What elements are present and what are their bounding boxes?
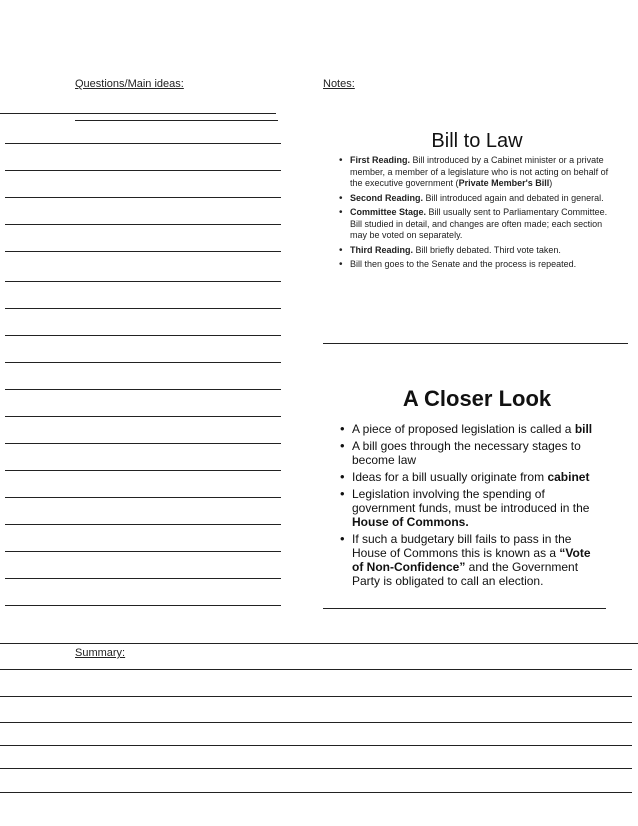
answer-line[interactable] xyxy=(0,113,276,114)
summary-header: Summary: xyxy=(75,647,126,659)
bullet-text: If such a budgetary bill fails to pass in the House of Commons this is known as a xyxy=(352,532,572,560)
answer-line[interactable] xyxy=(5,197,281,198)
summary-divider xyxy=(0,643,638,644)
answer-line[interactable] xyxy=(5,389,281,390)
slide-title: A Closer Look xyxy=(402,386,552,411)
answer-line[interactable] xyxy=(5,416,281,417)
bullet-item xyxy=(336,245,612,257)
slide-title: Bill to Law xyxy=(431,130,523,152)
answer-line[interactable] xyxy=(5,470,281,471)
bullet-text: A piece of proposed legislation is called a xyxy=(352,422,575,436)
answer-line[interactable] xyxy=(75,120,278,121)
bullet-item xyxy=(336,259,612,271)
bullet-item xyxy=(338,532,600,588)
bullet-text: Bill introduced by a Cabinet minister or a private member, a member of a legislature who is not acting on behalf of the executive government ( xyxy=(350,155,609,188)
answer-line[interactable] xyxy=(5,308,281,309)
bullet-text: Ideas for a bill usually originate from xyxy=(352,470,548,484)
notes-divider xyxy=(323,343,628,344)
slide2-bullet-list xyxy=(338,422,600,591)
answer-line[interactable] xyxy=(5,443,281,444)
bullet-item xyxy=(336,207,612,242)
bullet-text: Bill briefly debated. Third vote taken. xyxy=(413,244,561,255)
bullet-item xyxy=(338,487,600,529)
bullet-lead: First Reading. xyxy=(350,155,411,165)
notes-header: Notes: xyxy=(323,78,355,90)
summary-line[interactable] xyxy=(0,768,632,769)
answer-line[interactable] xyxy=(5,605,281,606)
bullet-item xyxy=(336,193,612,205)
bullet-emphasis: cabinet xyxy=(547,470,590,484)
bullet-item xyxy=(338,470,600,484)
bullet-item xyxy=(338,422,600,436)
notes-divider xyxy=(323,608,606,609)
bullet-lead: Third Reading. xyxy=(350,244,413,255)
questions-header: Questions/Main ideas: xyxy=(75,78,184,90)
bullet-item xyxy=(336,155,612,190)
answer-line[interactable] xyxy=(5,524,281,525)
answer-line[interactable] xyxy=(5,578,281,579)
bullet-emphasis: Private Member's Bill xyxy=(458,178,550,188)
summary-line[interactable] xyxy=(0,792,632,793)
bullet-tail: ) xyxy=(549,178,553,188)
bullet-text: Bill then goes to the Senate and the process is repeated. xyxy=(350,259,577,269)
answer-line[interactable] xyxy=(5,551,281,552)
answer-line[interactable] xyxy=(5,170,281,171)
answer-line[interactable] xyxy=(5,224,281,225)
answer-line[interactable] xyxy=(5,281,281,282)
answer-line[interactable] xyxy=(5,335,281,336)
bullet-text: A bill goes through the necessary stages to become law xyxy=(352,439,581,467)
summary-line[interactable] xyxy=(0,696,632,697)
bullet-lead: Committee Stage. xyxy=(350,207,427,217)
bullet-emphasis: “Vote of Non-Confidence” xyxy=(352,546,591,574)
answer-line[interactable] xyxy=(5,251,281,252)
slide1-bullet-list xyxy=(336,155,612,274)
bullet-text: Legislation involving the spending of government funds, must be introduced in the xyxy=(352,487,590,515)
answer-line[interactable] xyxy=(5,143,281,144)
bullet-item xyxy=(338,439,600,467)
bullet-tail: and the Government Party is obligated to call an election. xyxy=(352,560,579,588)
bullet-emphasis: bill xyxy=(574,422,593,436)
summary-line[interactable] xyxy=(0,722,632,723)
answer-line[interactable] xyxy=(5,362,281,363)
summary-line[interactable] xyxy=(0,745,632,746)
answer-line[interactable] xyxy=(5,497,281,498)
bullet-emphasis: House of Commons. xyxy=(352,515,469,529)
summary-line[interactable] xyxy=(0,669,632,670)
bullet-lead: Second Reading. xyxy=(350,192,424,203)
bullet-text: Bill usually sent to Parliamentary Committee. Bill studied in detail, and changes are often made; each section may be voted on separately. xyxy=(350,207,608,240)
bullet-text: Bill introduced again and debated in general. xyxy=(423,192,604,203)
